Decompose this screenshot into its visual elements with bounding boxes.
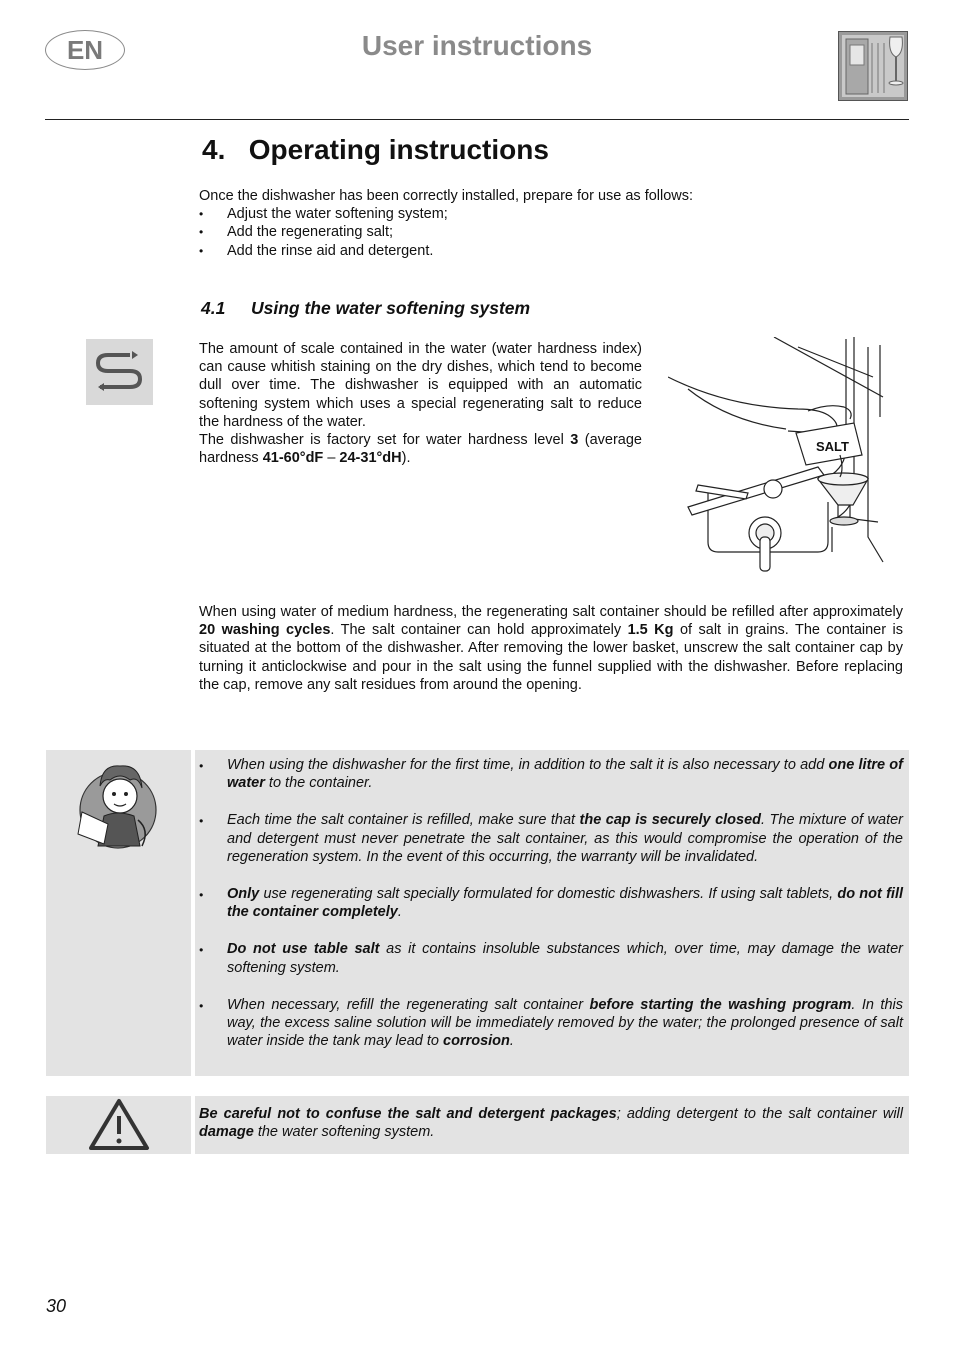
list-item: • Add the regenerating salt;: [199, 223, 899, 241]
notes-icon-panel: [46, 750, 191, 1076]
list-item: • Add the rinse aid and detergent.: [199, 242, 899, 260]
section-heading: 4. Operating instructions: [202, 134, 549, 165]
note-emphasis: Only: [227, 886, 260, 903]
warning-text-mid: ; adding detergent to the salt container will: [616, 1106, 903, 1122]
list-item: [199, 940, 903, 977]
note-text: Each time the salt container is refilled, make sure that: [227, 812, 580, 829]
list-item: [199, 811, 903, 866]
note-text: . The mixture of water and detergent must never penetrate the salt container, as this would compromise the operation of the regeneration system. In the event of this occurring, the warranty will be invalidated.: [227, 812, 903, 866]
list-item: [199, 756, 903, 793]
warning-icon-panel: [46, 1096, 191, 1154]
note-emphasis: do not fill the container completely: [227, 886, 903, 921]
warning-emphasis: Be careful not to confuse the salt and detergent packages: [199, 1106, 617, 1122]
note-text: When using the dishwasher for the first time, in addition to the salt it is also necessary to add: [227, 757, 829, 773]
language-label: EN: [66, 34, 104, 65]
list-item: [199, 885, 903, 922]
note-text: .: [509, 1033, 514, 1050]
note-text: use regenerating salt specially formulated for domestic dishwashers. If using salt tablets,: [259, 886, 838, 903]
note-text: to the container.: [264, 775, 373, 792]
list-item: [199, 996, 903, 1051]
softening-paragraph: [199, 340, 642, 467]
note-emphasis: before starting the washing program: [589, 996, 852, 1013]
notes-list: [199, 756, 903, 1051]
assistant-character-icon: [46, 750, 191, 1076]
salt-capacity: 1.5 Kg: [627, 622, 674, 639]
dishwasher-icon: [838, 31, 908, 101]
note-text: . In this way, the excess saline solution will be immediately removed by the water; the prolonged presence of salt water inside the tank may lead to: [227, 996, 903, 1050]
subsection-title: Using the water softening system: [251, 298, 531, 318]
factory-setting-pre: The dishwasher is factory set for water hardness level: [199, 432, 571, 449]
salt-filling-figure: [668, 337, 890, 577]
warning-text: [199, 1105, 903, 1142]
notes-list-container: [199, 756, 903, 1069]
warning-emphasis: damage: [199, 1124, 254, 1141]
note-text: .: [397, 904, 402, 921]
note-text: When necessary, refill the regenerating salt container: [227, 996, 590, 1013]
header-rule: [45, 119, 909, 120]
intro-text: Once the dishwasher has been correctly installed, prepare for use as follows:: [199, 188, 694, 204]
salt-text-pre: When using water of medium hardness, the regenerating salt container should be refilled after approximately: [199, 604, 903, 620]
salt-container-paragraph: [199, 603, 903, 694]
note-emphasis: one litre of water: [227, 757, 903, 792]
salt-text-post: of salt in grains. The container is situated at the bottom of the dishwasher. After removing the lower basket, unscrew the salt container cap by turning it anticlockwise and pour in the salt using the funnel supplied with the dishwasher. Before replacing the cap, remove any salt residues from around the opening.: [199, 622, 903, 693]
hardness-dF: 41-60°dF: [262, 450, 324, 467]
warning-triangle-icon: [46, 1096, 191, 1154]
factory-setting-end: ).: [401, 450, 411, 467]
steps-list: [199, 205, 899, 260]
salt-text-mid: . The salt container can hold approximately: [330, 622, 628, 639]
hardness-level: 3: [570, 432, 579, 449]
dash: –: [323, 450, 340, 467]
hardness-dH: 24-31°dH: [339, 450, 402, 467]
page-number: 30: [46, 1296, 67, 1316]
header-title: User instructions: [361, 30, 593, 61]
washing-cycles: 20 washing cycles: [199, 622, 331, 639]
subsection-number: 4.1: [201, 298, 226, 318]
softening-text: The amount of scale contained in the water (water hardness index) can cause whitish staining on the dry dishes, which tend to become dull over time. The dishwasher is equipped with an automatic softening system which uses a special regenerating salt to reduce the hardness of the water.: [199, 341, 642, 430]
note-text: as it contains insoluble substances which, over time, may damage the water softening system.: [227, 941, 903, 976]
factory-setting-mid: (average hardness: [199, 432, 642, 467]
list-item: • Adjust the water softening system;: [199, 205, 899, 223]
factory-setting-text: [199, 431, 642, 467]
section-intro: [199, 187, 899, 260]
note-emphasis: corrosion: [443, 1033, 510, 1050]
water-softener-icon: [86, 339, 153, 405]
note-emphasis: the cap is securely closed: [579, 812, 762, 829]
note-emphasis: Do not use table salt: [227, 941, 380, 958]
subsection-heading: [201, 298, 530, 319]
salt-label: SALT: [816, 439, 849, 454]
warning-text-post: the water softening system.: [253, 1124, 435, 1141]
